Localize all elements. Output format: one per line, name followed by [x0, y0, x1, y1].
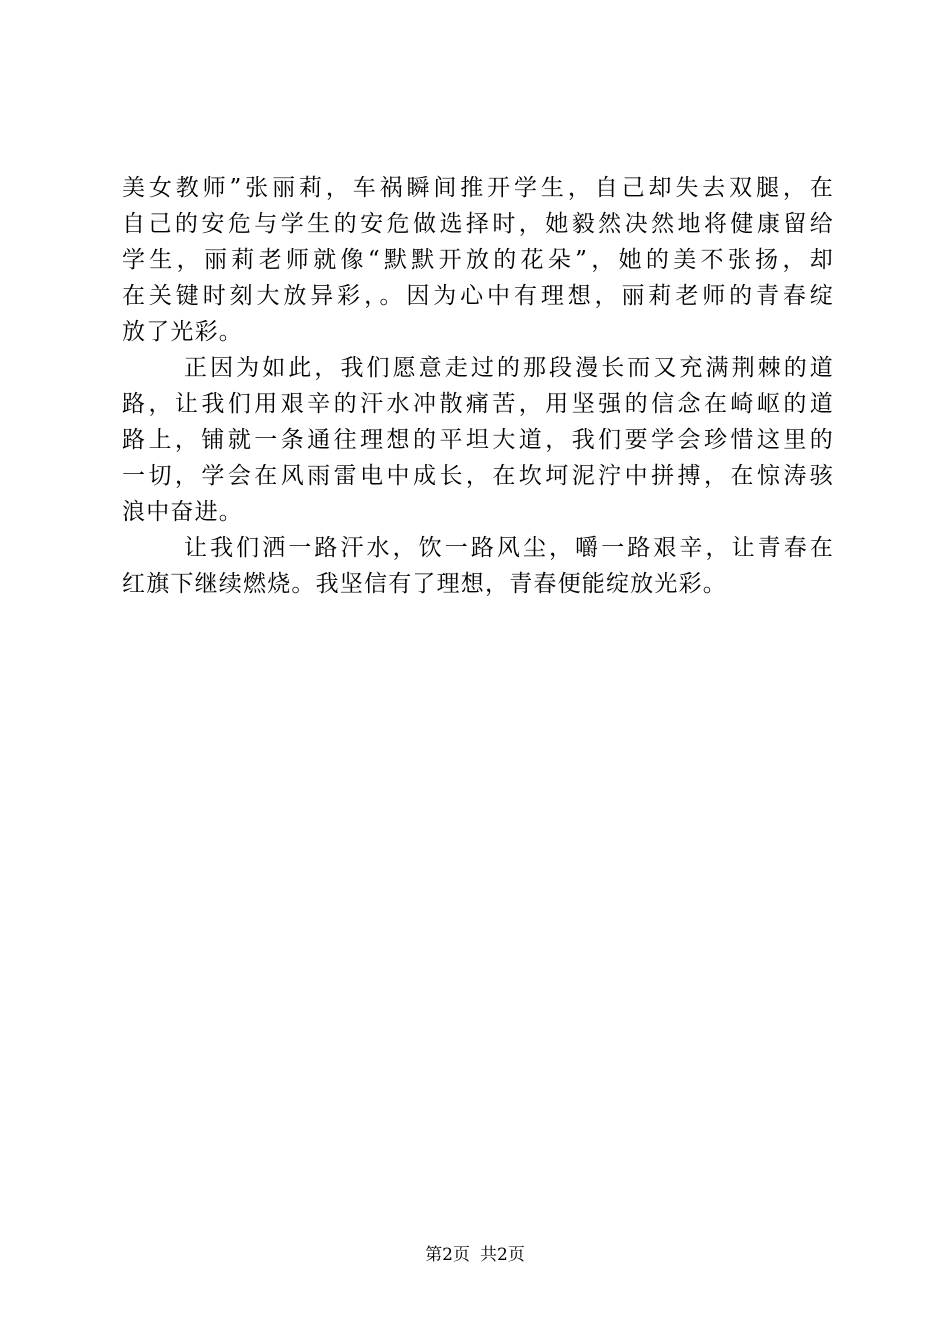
text-line: 红旗下继续燃烧。我坚信有了理想，青春便能绽放光彩。 — [122, 571, 727, 597]
total-pages: 共2页 — [480, 1245, 525, 1265]
text-line: 自己的安危与学生的安危做选择时，她毅然决然地将健康留给 — [122, 211, 834, 237]
page-number: 第2页 — [425, 1245, 470, 1265]
page-footer — [0, 1244, 950, 1266]
text-line: 浪中奋进。 — [122, 499, 243, 525]
text-line: 正因为如此，我们愿意走过的那段漫长而又充满荆棘的道 — [184, 355, 834, 381]
text-line: 放了光彩。 — [122, 319, 243, 345]
text-line: 一切，学会在风雨雷电中成长，在坎坷泥泞中拼搏，在惊涛骇 — [122, 463, 834, 489]
text-line: 美女教师”张丽莉，车祸瞬间推开学生，自己却失去双腿，在 — [122, 175, 834, 201]
text-line: 学生，丽莉老师就像“默默开放的花朵”，她的美不张扬，却 — [122, 247, 834, 273]
text-line: 路上，铺就一条通往理想的平坦大道，我们要学会珍惜这里的 — [122, 427, 834, 453]
document-body — [122, 170, 834, 602]
text-line: 让我们洒一路汗水，饮一路风尘，嚼一路艰辛，让青春在 — [184, 535, 834, 561]
text-line: 路，让我们用艰辛的汗水冲散痛苦，用坚强的信念在崎岖的道 — [122, 391, 834, 417]
text-line: 在关键时刻大放异彩，。因为心中有理想，丽莉老师的青春绽 — [122, 283, 834, 309]
